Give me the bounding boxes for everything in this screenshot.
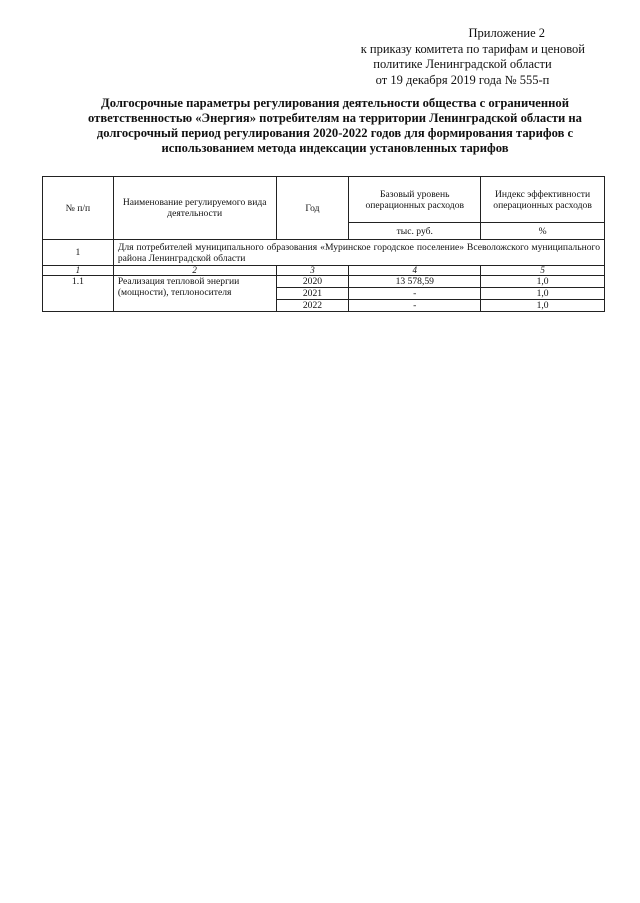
document-title: Долгосрочные параметры регулирования деятельности общества с ограниченной ответственностью «Энергия» потребителям на территории Ленинградской области на долгосрочный период регулирования 2020-2022 годов для формирования тарифов с использованием метода индексации установленных тарифов	[88, 96, 582, 155]
row-index: 1,0	[481, 276, 605, 288]
row-base: -	[349, 300, 481, 312]
group-label: Для потребителей муниципального образования «Муринское городское поселение» Всеволожского муниципального района Ленинградской области	[113, 240, 604, 266]
header-num: № п/п	[43, 177, 114, 240]
table-row	[43, 276, 605, 288]
row-base: -	[349, 288, 481, 300]
parameters-table	[42, 176, 605, 312]
column-number: 5	[481, 266, 605, 276]
row-year: 2022	[276, 300, 349, 312]
appendix-line-4: от 19 декабря 2019 года № 555-п	[375, 72, 550, 87]
row-activity: Реализация тепловой энергии (мощности), теплоносителя	[113, 276, 276, 312]
appendix-line-2: к приказу комитета по тарифам и ценовой	[360, 41, 585, 56]
header-year: Год	[276, 177, 349, 240]
header-base-level: Базовый уровень операционных расходов	[349, 177, 481, 223]
column-numbers-row	[43, 266, 605, 276]
row-num: 1.1	[43, 276, 114, 312]
row-index: 1,0	[481, 288, 605, 300]
header-efficiency-index: Индекс эффективности операционных расходов	[481, 177, 605, 223]
unit-base: тыс. руб.	[349, 223, 481, 240]
header-activity: Наименование регулируемого вида деятельности	[113, 177, 276, 240]
row-year: 2020	[276, 276, 349, 288]
table-header-row	[43, 177, 605, 223]
appendix-header	[285, 26, 585, 88]
table-group-row	[43, 240, 605, 266]
row-year: 2021	[276, 288, 349, 300]
column-number: 2	[113, 266, 276, 276]
row-index: 1,0	[481, 300, 605, 312]
appendix-line-3: политике Ленинградской области	[373, 57, 552, 71]
column-number: 3	[276, 266, 349, 276]
row-base: 13 578,59	[349, 276, 481, 288]
group-num: 1	[43, 240, 114, 266]
column-number: 1	[43, 266, 114, 276]
appendix-line-1: Приложение 2	[468, 26, 545, 40]
unit-index: %	[481, 223, 605, 240]
column-number: 4	[349, 266, 481, 276]
